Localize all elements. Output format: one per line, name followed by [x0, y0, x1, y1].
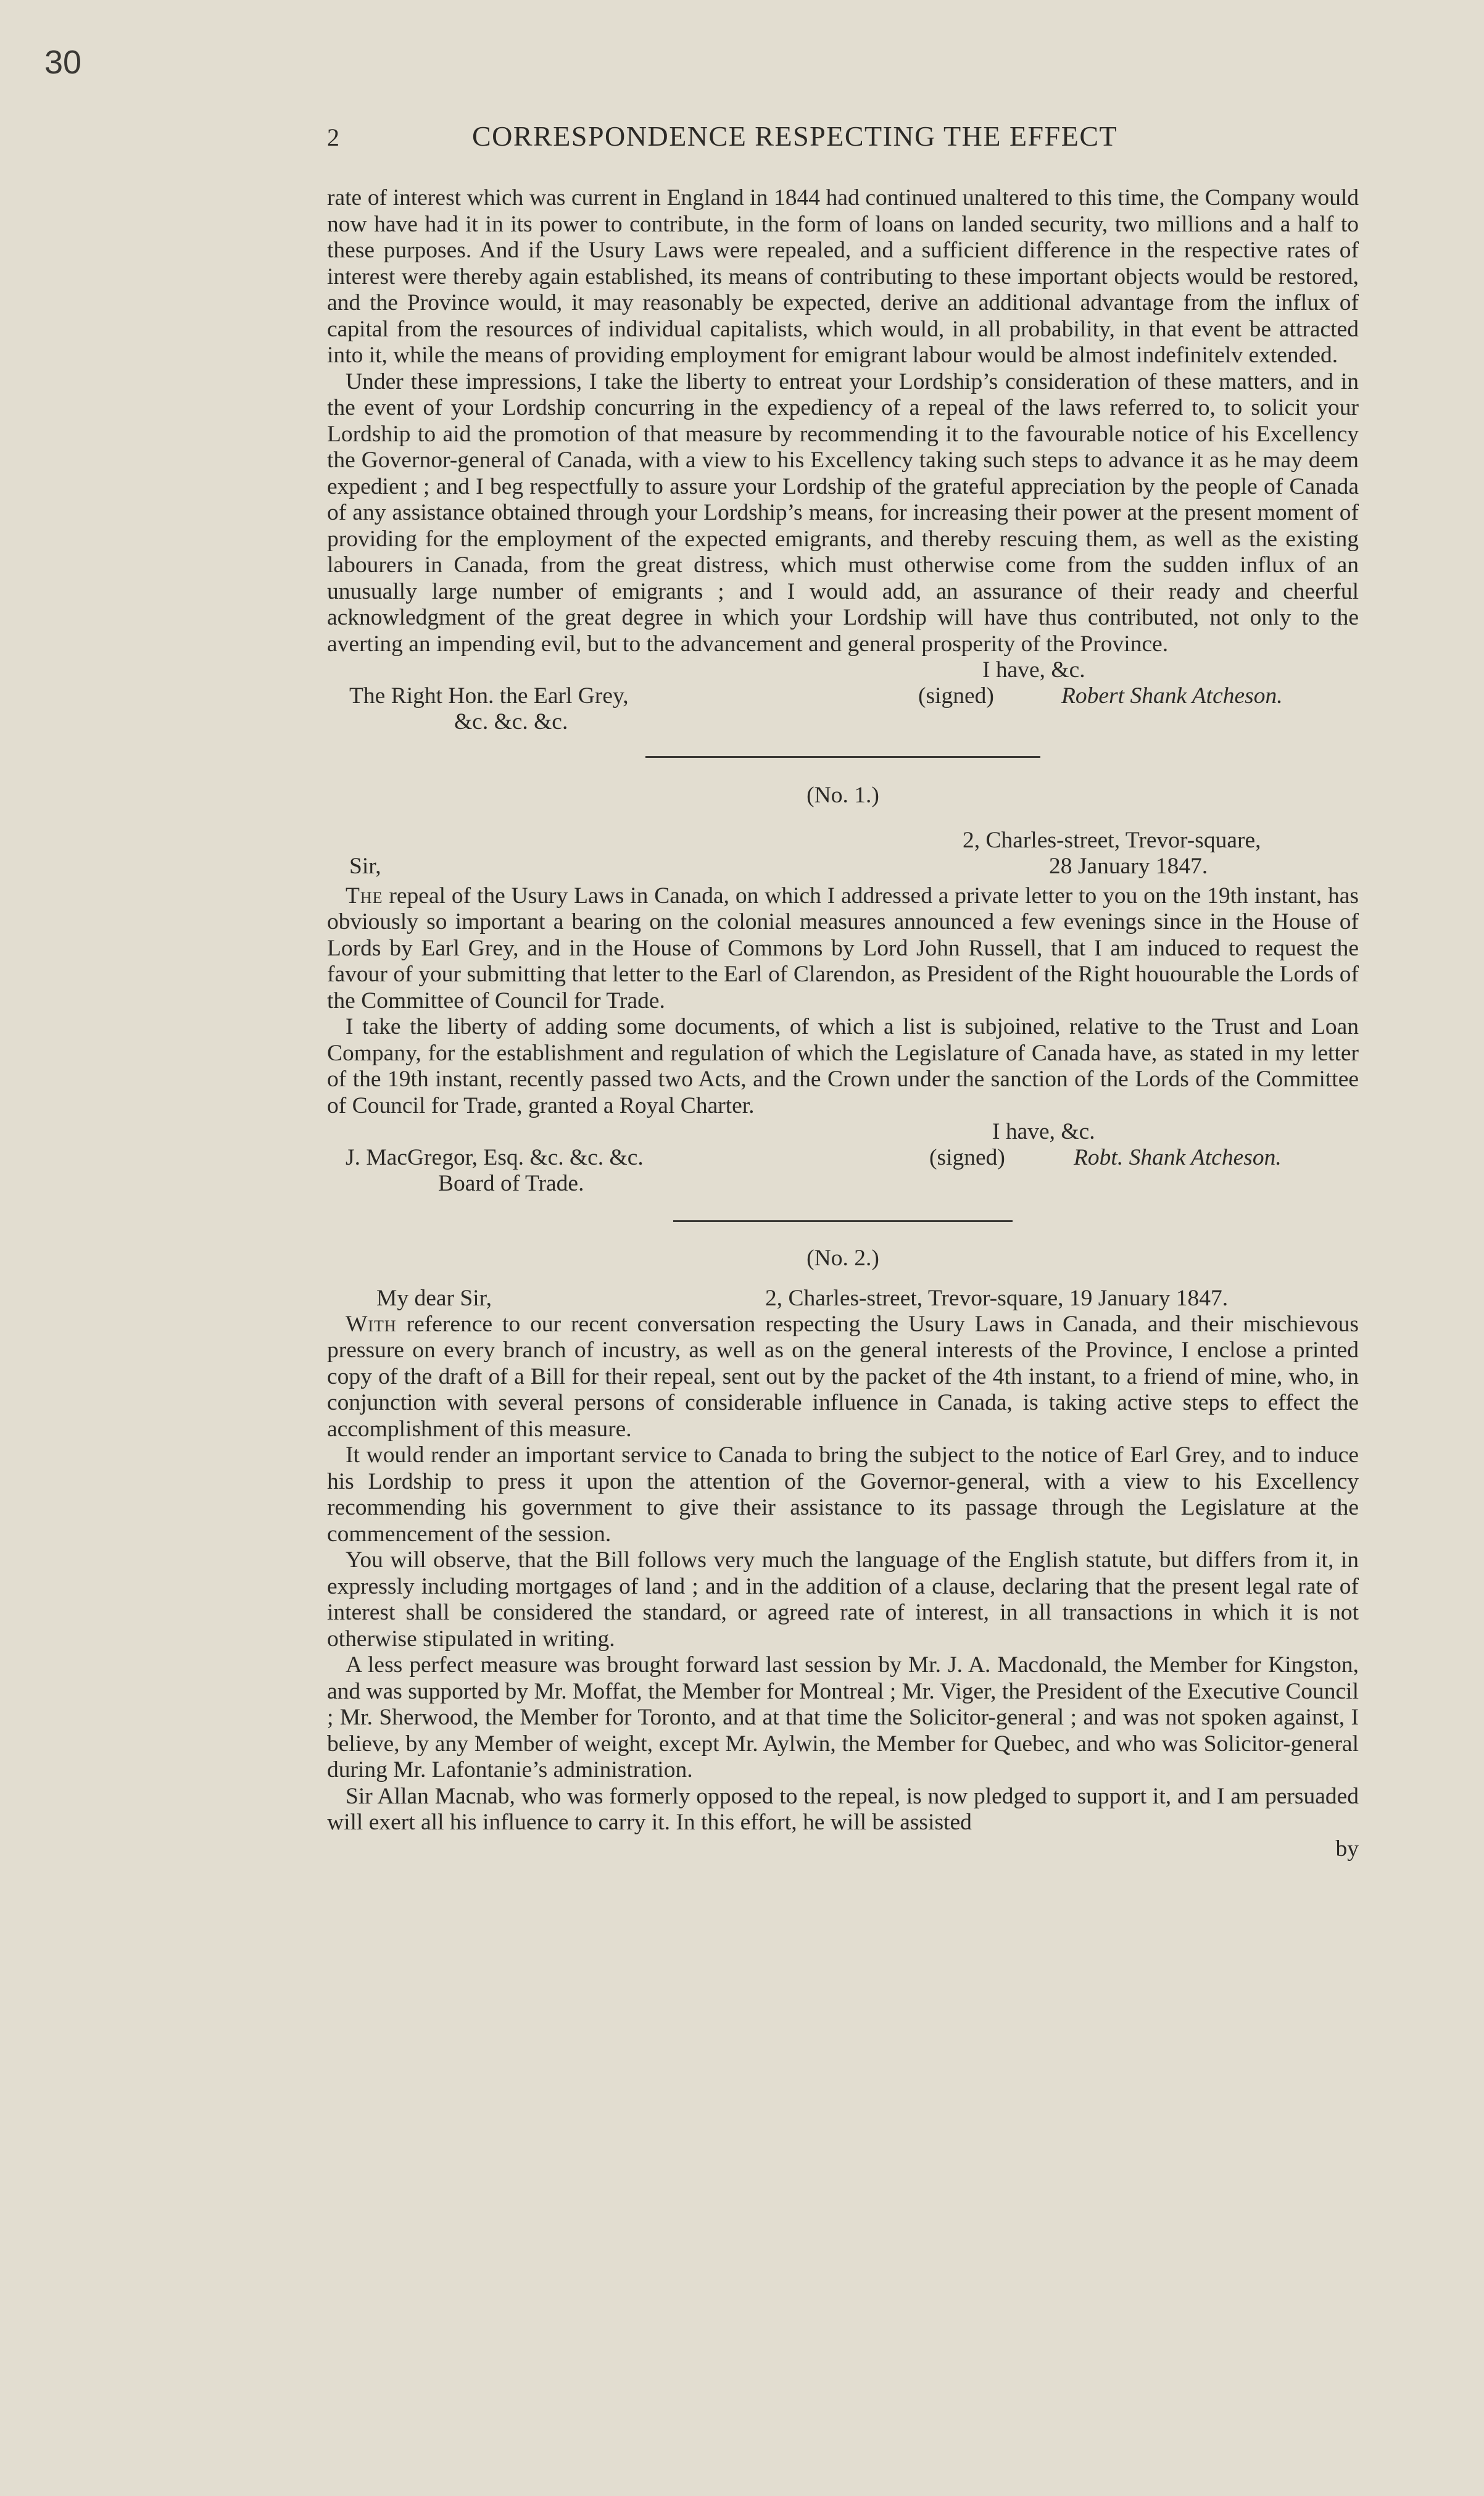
section-divider [673, 1220, 1013, 1222]
catchword: by [1335, 1836, 1359, 1862]
sender-address-date: 2, Charles-street, Trevor-square, 19 January 1847. [765, 1285, 1229, 1311]
letter1-paragraph: rate of interest which was current in England in 1844 had continued unaltered to this time, the Company would now have had it in its power to contribute, in the form of loans on landed security, two millions and a half to these purposes. And if the Usury Laws were repealed, and a sufficient difference in the respective rates of interest were thereby again established, its means of contributing to these important objects would be restored, and the Province would, it may reasonably be expected, derive an additional advantage from the influx of capital from the resources of individual capitalists, which would, in all probability, in that event be attracted into it, while the means of providing employment for emigrant labour would be almost indefinitelv extended. [327, 185, 1359, 368]
paragraph-text: repeal of the Usury Laws in Canada, on which I addressed a private letter to you on the 19th instant, has obviously so important a bearing on the colonial measures announced a few evenings since in the House of Lords by Earl Grey, and in the House of Commons by Lord John Russell, that I am induced to request the favour of your submitting that letter to the Earl of Clarendon, as President of the Right houourable the Lords of the Committee of Council for Trade. [327, 883, 1359, 1013]
letter1-closing [327, 657, 1359, 683]
letter-date: 28 January 1847. [1049, 853, 1208, 879]
folio: 2 [327, 123, 341, 151]
signature: Robt. Shank Atcheson. [1074, 1145, 1282, 1170]
signed-label: (signed) [918, 683, 994, 709]
addressee-line2: &c. &c. &c. [454, 709, 568, 734]
document-number: (No. 1.) [806, 783, 879, 808]
document-number: (No. 2.) [806, 1246, 879, 1271]
letter3-heading [327, 1286, 1359, 1312]
salutation: My dear Sir, [376, 1285, 492, 1311]
page-number: 30 [44, 44, 82, 81]
letter3-paragraph: You will observe, that the Bill follows very much the language of the English statute, but differs from it, in expressly including mortgages of land ; and in the addition of a clause, declaring that the present legal rate of interest shall be considered the standard, or agreed rate of interest, in all transactions in which it is not otherwise stipulated in writing. [327, 1547, 1359, 1652]
letter3-paragraph: It would render an important service to Canada to bring the subject to the notice of Earl Grey, and to induce his Lordship to press it upon the attention of the Governor-general, with a view to his Excellency recommending his government to give their assistance to its passage through the Legislature at the commencement of the session. [327, 1442, 1359, 1547]
running-head-title: CORRESPONDENCE RESPECTING THE EFFECT [472, 120, 1118, 152]
closing-text: I have, &c. [982, 657, 1085, 683]
section-divider [645, 756, 1040, 758]
letter3-paragraph: Sir Allan Macnab, who was formerly opposed to the repeal, is now pledged to support it, and I am persuaded will exert all his influence to carry it. In this effort, he will be assisted [327, 1783, 1359, 1835]
running-head [327, 120, 1359, 185]
addressee: J. MacGregor, Esq. &c. &c. &c. [346, 1145, 644, 1170]
lead-word: With [346, 1311, 397, 1337]
paragraph-text: reference to our recent conversation respecting the Usury Laws in Canada, and their mischievous pressure on every branch of incustry, as well as on the general interests of the Province, I enclose a printed copy of the draft of a Bill for their repeal, sent out by the packet of the 4th instant, to a friend of mine, who, in conjunction with several persons of considerable influence in Canada, is taking active steps to effect the accomplishment of this measure. [327, 1311, 1359, 1442]
letter3-paragraph [327, 1312, 1359, 1443]
addressee-line2: Board of Trade. [438, 1171, 584, 1196]
signed-label: (signed) [929, 1145, 1005, 1170]
signature: Robert Shank Atcheson. [1061, 683, 1283, 709]
page-content [327, 120, 1359, 1862]
addressee: The Right Hon. the Earl Grey, [349, 683, 629, 709]
letter2-paragraph [327, 883, 1359, 1015]
letter3-paragraph: A less perfect measure was brought forward last session by Mr. J. A. Macdonald, the Member for Kingston, and was supported by Mr. Moffat, the Member for Montreal ; Mr. Viger, the President of the Executive Council ; Mr. Sherwood, the Member for Toronto, and at that time the Solicitor-general ; and was not spoken against, I believe, by any Member of weight, except Mr. Aylwin, the Member for Quebec, and who was Solicitor-general during Mr. Lafontanie’s administration. [327, 1652, 1359, 1783]
closing-text: I have, &c. [992, 1119, 1095, 1144]
salutation: Sir, [349, 853, 381, 879]
lead-word: The [346, 883, 383, 909]
sender-address: 2, Charles-street, Trevor-square, [963, 827, 1261, 853]
letter2-closing [327, 1119, 1359, 1145]
letter2-heading [327, 828, 1359, 883]
letter2-signature-block [327, 1145, 1359, 1200]
letter1-signature-block [327, 683, 1359, 739]
letter2-paragraph: I take the liberty of adding some documents, of which a list is subjoined, relative to the Trust and Loan Company, for the establishment and regulation of which the Legislature of Canada have, as stated in my letter of the 19th instant, recently passed two Acts, and the Crown under the sanction of the Lords of the Committee of Council for Trade, granted a Royal Charter. [327, 1014, 1359, 1118]
letter1-paragraph: Under these impressions, I take the liberty to entreat your Lordship’s consideration of these matters, and in the event of your Lordship concurring in the expediency of a repeal of the laws referred to, to solicit your Lordship to aid the promotion of that measure by recommending it to the favourable notice of his Excellency the Governor-general of Canada, with a view to his Excellency taking such steps to advance it as he may deem expedient ; and I beg respectfully to assure your Lordship of the grateful appreciation by the people of Canada of any assistance obtained through your Lordship’s means, for increasing their power at the present moment of providing for the employment of the expected emigrants, and thereby rescuing them, as well as the existing labourers in Canada, from the great distress, which must otherwise come from the sudden influx of an unusually large number of emigrants ; and I would add, an assurance of their ready and cheerful acknowledgment of the great degree in which your Lordship will have thus contributed, not only to the averting an impending evil, but to the advancement and general prosperity of the Province. [327, 368, 1359, 657]
